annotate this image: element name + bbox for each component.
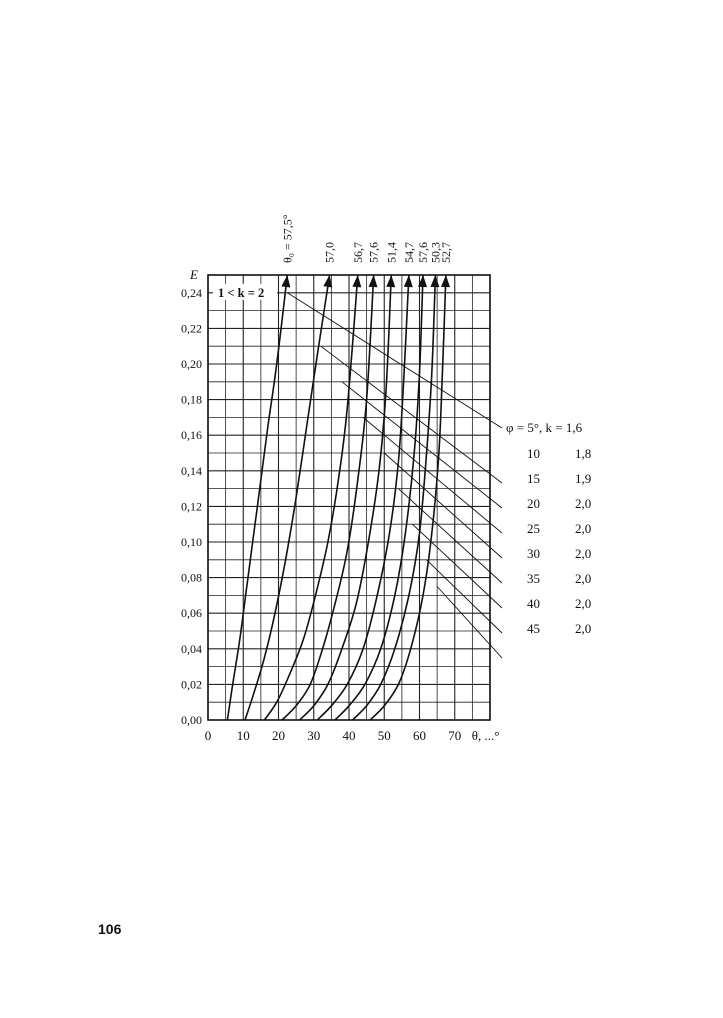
series-label-k: 2,0 — [575, 621, 592, 636]
series-arrowhead — [386, 275, 395, 287]
y-tick-label: 0,14 — [181, 463, 202, 478]
leader-line — [342, 382, 502, 508]
x-axis-title: θ, ...° — [471, 728, 500, 743]
page-number: 106 — [98, 921, 122, 937]
series-label-k: 1,8 — [575, 446, 592, 461]
x-tick-label: 0 — [204, 728, 212, 743]
theta0-label: 57,6 — [416, 242, 431, 263]
series-label-phi: 15 — [527, 471, 540, 486]
x-tick-label: 40 — [342, 728, 356, 743]
x-tick-label: 30 — [307, 728, 321, 743]
series-arrowhead — [430, 275, 439, 287]
series-label-phi: 40 — [527, 596, 540, 611]
y-tick-label: 0,20 — [181, 357, 202, 371]
series-arrowhead — [323, 275, 332, 288]
x-tick-label: 60 — [413, 728, 426, 743]
theta0-label: 57,0 — [322, 242, 337, 263]
series-label-phi: φ = 5°, k = 1,6 — [506, 420, 583, 435]
x-tick-label: 70 — [448, 728, 462, 743]
series-label-k: 2,0 — [575, 571, 592, 586]
theta0-label: 51,4 — [384, 242, 399, 263]
theta0-label: 56,7 — [350, 242, 365, 263]
series-arrowhead — [404, 275, 413, 287]
leader-line — [287, 293, 502, 428]
y-tick-label: 0,08 — [181, 570, 202, 585]
theta0-label: 52,7 — [438, 242, 453, 263]
y-tick-label: 0,12 — [181, 499, 202, 514]
series-label-k: 2,0 — [575, 546, 592, 561]
leader-lines — [287, 293, 502, 658]
region-label-box — [213, 284, 277, 300]
series-label-k: 2,0 — [575, 596, 592, 611]
series-arrowhead — [369, 275, 378, 287]
series-arrowhead — [441, 275, 450, 287]
theta0-label: 50,3 — [428, 242, 443, 263]
x-tick-label: 10 — [236, 728, 250, 743]
y-tick-label: 0,24 — [181, 285, 202, 300]
y-tick-label: 0,22 — [181, 321, 202, 336]
y-tick-label: 0,04 — [181, 641, 202, 656]
y-tick-label: 0,10 — [181, 535, 202, 549]
y-tick-label: 0,06 — [181, 606, 202, 621]
x-tick-label: 50 — [377, 728, 391, 743]
leader-line — [321, 346, 502, 483]
theta0-label: 54,7 — [401, 242, 416, 263]
series-label-phi: 35 — [527, 571, 540, 586]
y-tick-label: 0,16 — [181, 428, 202, 443]
series-label-k: 2,0 — [575, 496, 592, 511]
leader-line — [437, 587, 502, 659]
series-label-phi: 20 — [527, 496, 540, 511]
y-tick-label: 0,00 — [181, 713, 202, 727]
y-axis-title: E — [190, 267, 198, 282]
y-tick-label: 0,18 — [181, 392, 202, 407]
series-label-k: 1,9 — [575, 471, 592, 486]
series-arrowhead — [281, 275, 290, 287]
series-curve — [245, 275, 330, 720]
series-label-k: 2,0 — [575, 521, 592, 536]
x-tick-label: 20 — [272, 728, 285, 743]
theta0-label: θ₀ = 57,5° — [280, 214, 295, 263]
theta0-label: 57,6 — [366, 242, 381, 263]
series-label-phi: 45 — [527, 621, 540, 636]
region-label: 1 < k = 2 — [218, 285, 265, 300]
y-tick-label: 0,02 — [181, 677, 202, 692]
series-label-phi: 10 — [527, 446, 540, 461]
series-label-phi: 30 — [527, 546, 540, 561]
grid — [208, 275, 490, 720]
series-label-phi: 25 — [527, 521, 540, 536]
